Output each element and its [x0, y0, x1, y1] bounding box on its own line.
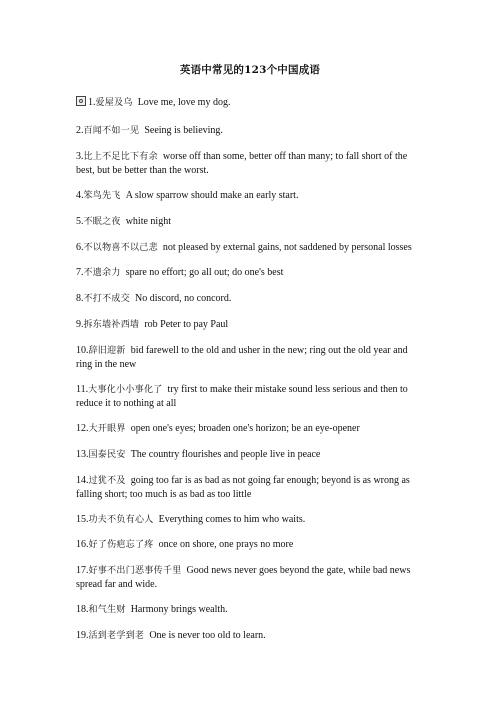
list-item — [76, 448, 426, 462]
item-number: 5. — [76, 216, 84, 227]
item-number: 1. — [88, 97, 96, 108]
document-title: 英语中常见的123个中国成语 — [179, 64, 321, 76]
item-chinese: 爱屋及乌 — [95, 98, 133, 108]
item-english: rob Peter to pay Paul — [144, 319, 229, 330]
list-item — [76, 344, 426, 371]
item-chinese: 活到老学到老 — [88, 631, 145, 641]
item-english: Harmony brings wealth. — [130, 604, 228, 615]
item-chinese: 不以物喜不以己悲 — [83, 243, 158, 253]
list-item — [76, 603, 426, 617]
item-english: going too far is as bad as not going far enough; beyond is as wrong as falling short; too much is as bad as too little — [76, 475, 410, 500]
list-item — [76, 266, 426, 280]
item-english: No discord, no concord. — [135, 293, 232, 304]
list-item — [76, 318, 426, 332]
item-chinese: 百闻不如一见 — [83, 126, 140, 136]
item-chinese: 过犹不及 — [88, 476, 126, 486]
item-number: 4. — [76, 190, 84, 201]
item-english: not pleased by external gains, not saddened by personal losses — [162, 242, 412, 253]
item-number: 16. — [76, 539, 89, 550]
item-number: 10. — [76, 345, 89, 356]
item-chinese: 比上不足比下有余 — [83, 152, 158, 162]
item-number: 14. — [76, 475, 89, 486]
item-number: 13. — [76, 449, 89, 460]
item-english: Good news never goes beyond the gate, while bad news spread far and wide. — [76, 565, 411, 590]
item-number: 8. — [76, 293, 84, 304]
document-icon — [76, 96, 86, 106]
item-chinese: 大事化小小事化了 — [88, 385, 163, 395]
item-number: 11. — [76, 384, 89, 395]
item-number: 17. — [76, 565, 89, 576]
item-chinese: 好事不出门恶事传千里 — [88, 566, 182, 576]
item-number: 7. — [76, 267, 84, 278]
list-item — [76, 215, 426, 229]
list-item — [76, 422, 426, 436]
item-number: 15. — [76, 514, 89, 525]
list-item — [76, 189, 426, 203]
list-item — [76, 564, 426, 591]
item-english: bid farewell to the old and usher in the new; ring out the old year and ring in the new — [76, 345, 408, 370]
list-item — [76, 124, 426, 138]
item-english: Seeing is believing. — [144, 125, 223, 136]
item-number: 3. — [76, 151, 84, 162]
item-number: 18. — [76, 604, 89, 615]
item-english: Love me, love my dog. — [137, 97, 231, 108]
item-chinese: 辞旧迎新 — [88, 346, 126, 356]
item-english: try first to make their mistake sound less serious and then to reduce it to nothing at all — [76, 384, 408, 409]
item-chinese: 笨鸟先飞 — [83, 191, 121, 201]
item-english: white night — [125, 216, 171, 227]
item-english: open one's eyes; broaden one's horizon; be an eye-opener — [130, 423, 360, 434]
item-chinese: 好了伤疤忘了疼 — [88, 540, 154, 550]
list-item — [76, 150, 426, 177]
item-chinese: 功夫不负有心人 — [88, 515, 154, 525]
item-english: spare no effort; go all out; do one's best — [125, 267, 284, 278]
list-item — [76, 292, 426, 306]
item-chinese: 不打不成交 — [83, 294, 131, 304]
item-number: 9. — [76, 319, 84, 330]
item-chinese: 大开眼界 — [88, 424, 126, 434]
item-number: 12. — [76, 423, 89, 434]
list-item — [76, 513, 426, 527]
item-number: 6. — [76, 242, 84, 253]
list-item — [76, 538, 426, 552]
item-english: One is never too old to learn. — [149, 630, 266, 641]
item-english: once on shore, one prays no more — [158, 539, 294, 550]
item-chinese: 国泰民安 — [88, 450, 126, 460]
list-item — [76, 629, 426, 643]
list-item — [76, 96, 426, 110]
item-chinese: 不遗余力 — [83, 268, 121, 278]
item-english: A slow sparrow should make an early start. — [125, 190, 299, 201]
item-number: 19. — [76, 630, 89, 641]
item-chinese: 不眠之夜 — [83, 217, 121, 227]
item-number: 2. — [76, 125, 84, 136]
item-english: worse off than some, better off than many; to fall short of the best, but be better than the worst. — [76, 151, 408, 176]
item-chinese: 拆东墙补西墙 — [83, 320, 140, 330]
list-item — [76, 474, 426, 501]
list-item — [76, 383, 426, 410]
item-chinese: 和气生财 — [88, 605, 126, 615]
item-english: The country flourishes and people live in peace — [130, 449, 321, 460]
item-english: Everything comes to him who waits. — [158, 514, 306, 525]
list-item — [76, 241, 426, 255]
